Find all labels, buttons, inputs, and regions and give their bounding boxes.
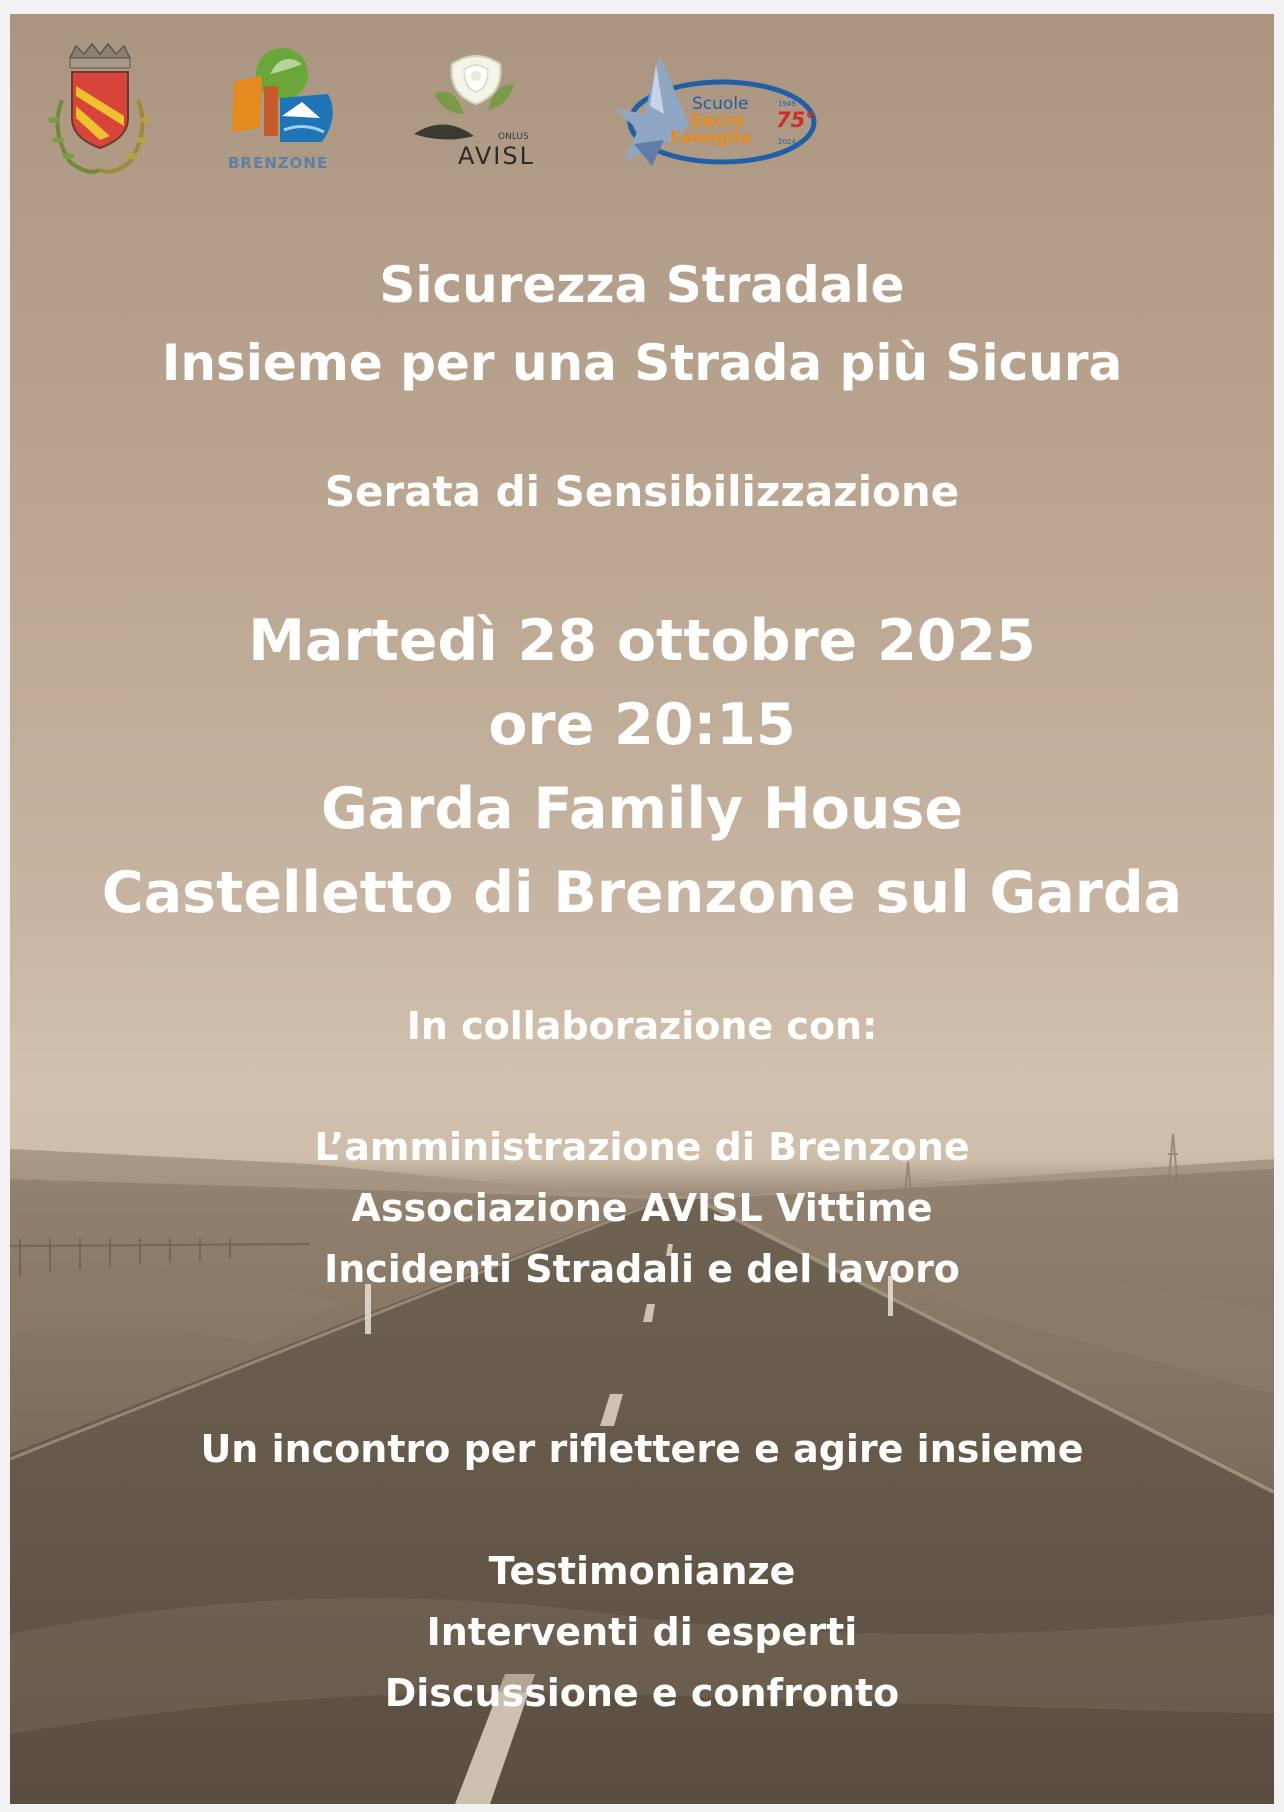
event-subtitle (10, 464, 1274, 520)
brenzone-icon (224, 46, 344, 156)
avisl-onlus-label: ONLUS (498, 132, 529, 142)
anniversary-year-start: 1949 (778, 100, 796, 108)
scuole-label: Scuole (692, 94, 749, 114)
collaboration-heading (10, 999, 1274, 1053)
partner-item: Incidenti Stradali e del lavoro (324, 1247, 960, 1291)
scuole-sacra-famiglia-logo (604, 44, 824, 184)
event-details (10, 599, 1274, 935)
event-venue: Garda Family House (320, 776, 964, 842)
collaboration-partners (10, 1117, 1274, 1300)
program-item: Discussione e confronto (384, 1671, 900, 1715)
event-time: ore 20:15 (488, 692, 796, 758)
famiglia-label: Famiglia (670, 128, 751, 148)
subtitle-text: Serata di Sensibilizzazione (324, 467, 960, 516)
program-item: Interventi di esperti (426, 1610, 858, 1654)
event-date: Martedì 28 ottobre 2025 (248, 608, 1036, 674)
title-line-1: Sicurezza Stradale (379, 256, 905, 314)
event-poster (10, 14, 1274, 1804)
anniversary-badge: 75° (776, 108, 816, 132)
program-item: Testimonianze (488, 1549, 796, 1593)
avisl-wordmark: AVISL (458, 142, 535, 170)
event-place: Castelletto di Brenzone sul Garda (101, 860, 1183, 926)
collaboration-heading-text: In collaborazione con: (406, 1004, 878, 1048)
rose-icon (404, 44, 564, 149)
sponsor-logos (10, 14, 1274, 214)
partner-item: L’amministrazione di Brenzone (314, 1125, 970, 1169)
avisl-logo (404, 44, 564, 184)
crest-icon (40, 40, 160, 190)
comune-coat-of-arms (40, 40, 160, 190)
poster-title (10, 246, 1274, 402)
anniversary-year-end: 2024 (778, 138, 796, 146)
partner-item: Associazione AVISL Vittime (351, 1186, 933, 1230)
sacra-label: Sacra (690, 111, 744, 131)
event-tagline (10, 1421, 1274, 1477)
brenzone-logo (224, 46, 344, 186)
title-line-2: Insieme per una Strada più Sicura (161, 334, 1123, 392)
program-list (10, 1541, 1274, 1724)
brenzone-wordmark: BRENZONE (228, 154, 329, 172)
tagline-text: Un incontro per riflettere e agire insieme (200, 1427, 1084, 1471)
